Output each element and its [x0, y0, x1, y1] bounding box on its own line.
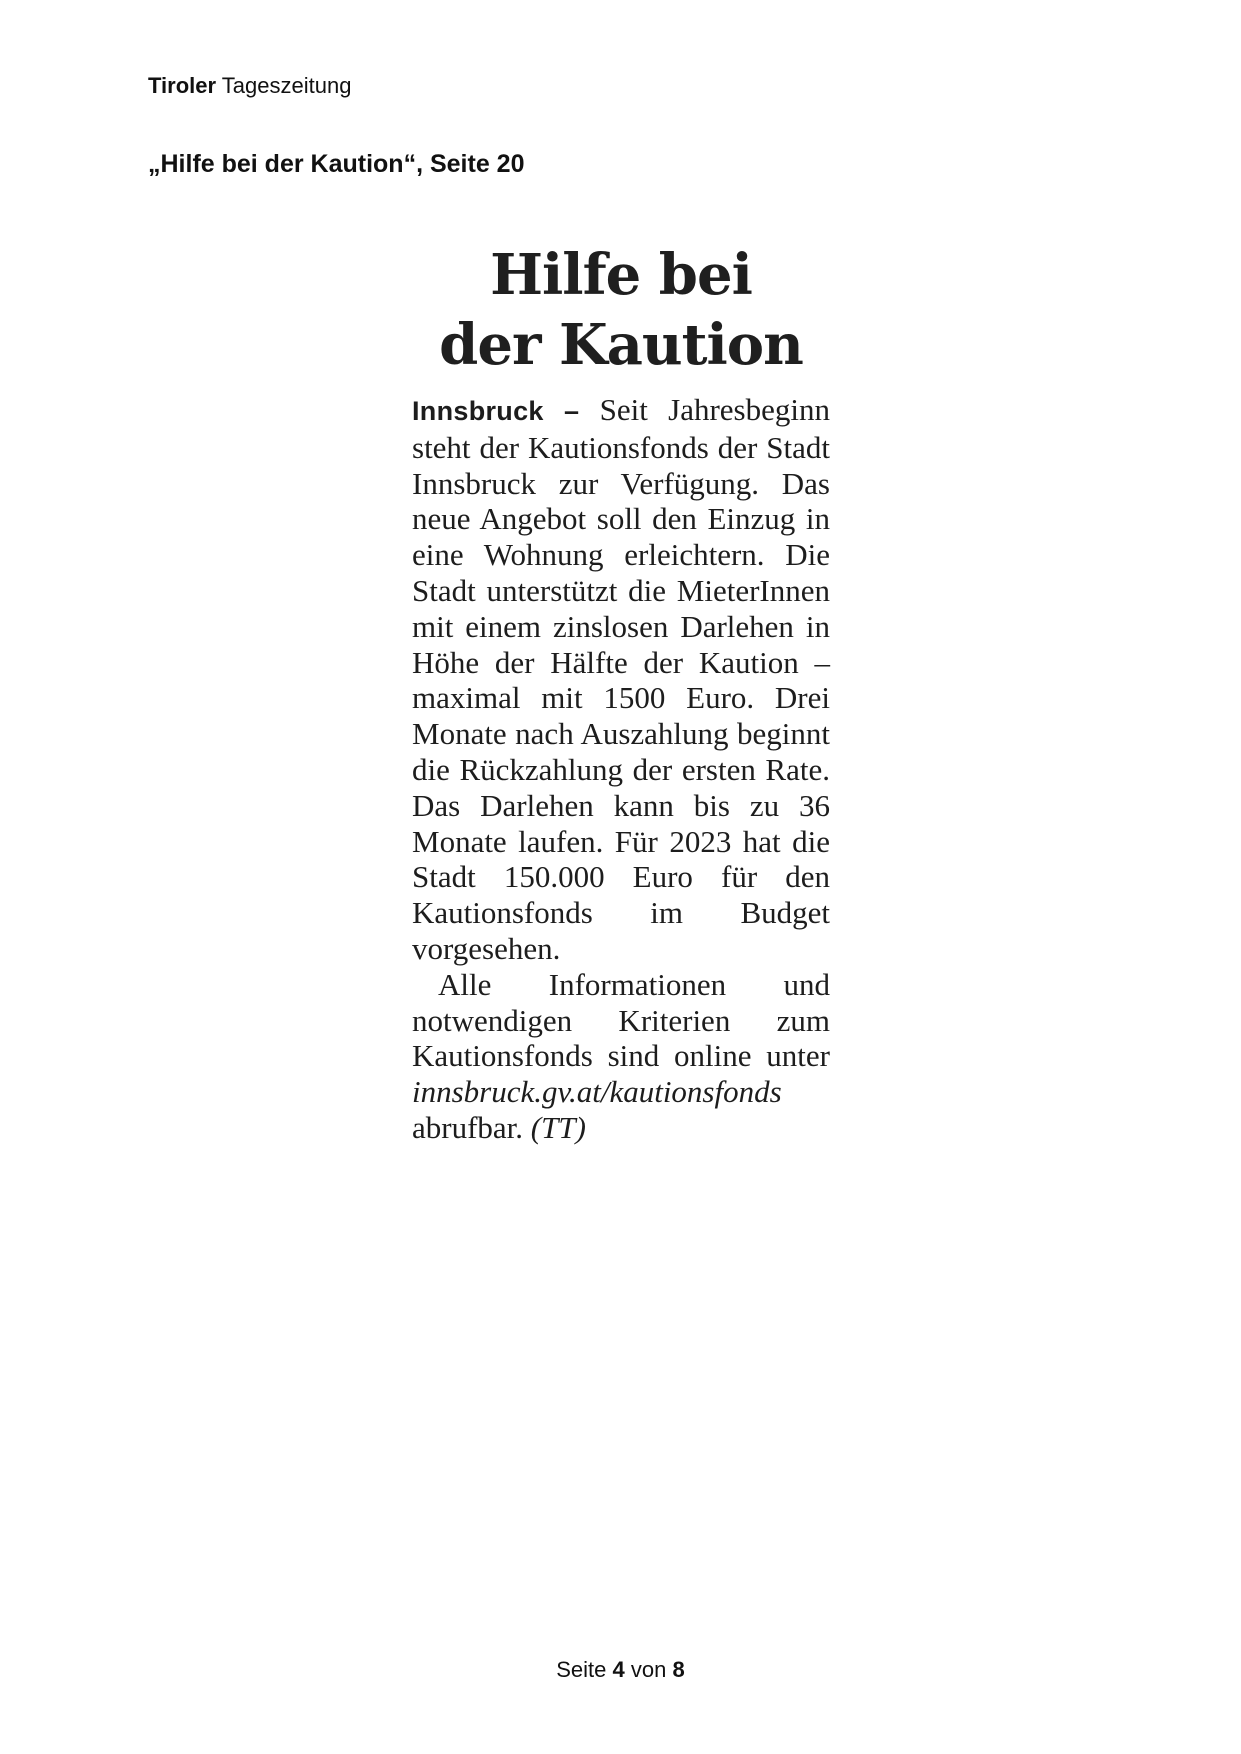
page-number — [0, 1656, 1241, 1684]
headline-line-2: der Kaution — [439, 312, 803, 378]
publication-name-bold: Tiroler — [148, 73, 217, 98]
page-of: von — [630, 1657, 667, 1682]
article-headline — [412, 240, 830, 380]
kautionsfonds-link: innsbruck.gv.at/kautionsfonds — [412, 1074, 782, 1110]
page-word: Seite — [556, 1657, 607, 1682]
dateline-dash: – — [543, 396, 600, 426]
dateline: Innsbruck — [412, 396, 544, 426]
article-paragraph-2 — [412, 967, 830, 1146]
headline-line-1: Hilfe bei — [490, 242, 752, 308]
page-total: 8 — [672, 1657, 685, 1682]
paragraph-1-text: Seit Jahresbeginn steht der Kautionsfonds der Stadt Innsbruck zur Verfügung. Das neue Angebot soll den Einzug in eine Wohnung erleichtern. Die Stadt unterstützt die MieterInnen mit einem zinslosen Darlehen in Höhe der Hälfte der Kaution – maximal mit 1500 Euro. Drei Monate nach Auszahlung beginnt die Rückzahlung der ersten Rate. Das Darlehen kann bis zu 36 Monate laufen. Für 2023 hat die Stadt 150.000 Euro für den Kautionsfonds im Budget vorgesehen. — [412, 392, 830, 966]
paragraph-2-tail: abrufbar. — [412, 1109, 531, 1145]
source-credit: (TT) — [530, 1109, 586, 1145]
newspaper-clipping — [412, 240, 830, 1146]
publication-name-regular: Tageszeitung — [221, 73, 352, 98]
article-paragraph-1 — [412, 392, 830, 967]
publication-name — [148, 72, 351, 100]
paragraph-2-text: Alle Informationen und notwendigen Kriterien zum Kautionsfonds sind online unter — [412, 966, 830, 1074]
article-reference: „Hilfe bei der Kaution“, Seite 20 — [148, 150, 525, 178]
page-current: 4 — [612, 1657, 625, 1682]
